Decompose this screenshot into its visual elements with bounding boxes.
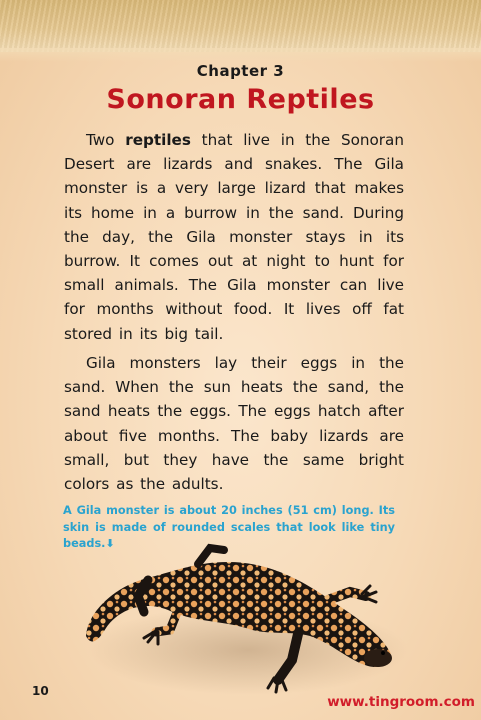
page-title: Sonoran Reptiles <box>106 84 375 115</box>
sand-header-image <box>0 0 481 52</box>
paragraph-2 <box>64 351 404 496</box>
down-arrow-icon: ⬇ <box>105 537 115 550</box>
paragraph-1-lead: Two <box>86 131 126 149</box>
chapter-label: Chapter 3 <box>196 62 285 80</box>
paragraph-1-rest: that live in the Sonoran Desert are lizards and snakes. The Gila monster is a very large lizard that makes its home in a burrow in the sand. During the day, the Gila monster stays in its burrow. It comes out at night to hunt for small animals. The Gila monster can live for months without food. It lives off fat stored in its big tail. <box>64 131 404 343</box>
caption-text: A Gila monster is about 20 inches (51 cm) long. Its skin is made of rounded scales that look like tiny beads. <box>63 504 395 550</box>
paragraph-1 <box>64 128 404 346</box>
paragraph-2-text: Gila monsters lay their eggs in the sand. When the sun heats the sand, the sand heats the eggs. The eggs hatch after about five months. The baby lizards are small, but they have the same bright colors as the adults. <box>64 354 404 494</box>
page-number: 10 <box>32 684 49 698</box>
gila-monster-photo <box>78 540 408 705</box>
glossary-term: reptiles <box>125 131 191 149</box>
watermark-link[interactable]: www.tingroom.com <box>327 694 475 710</box>
